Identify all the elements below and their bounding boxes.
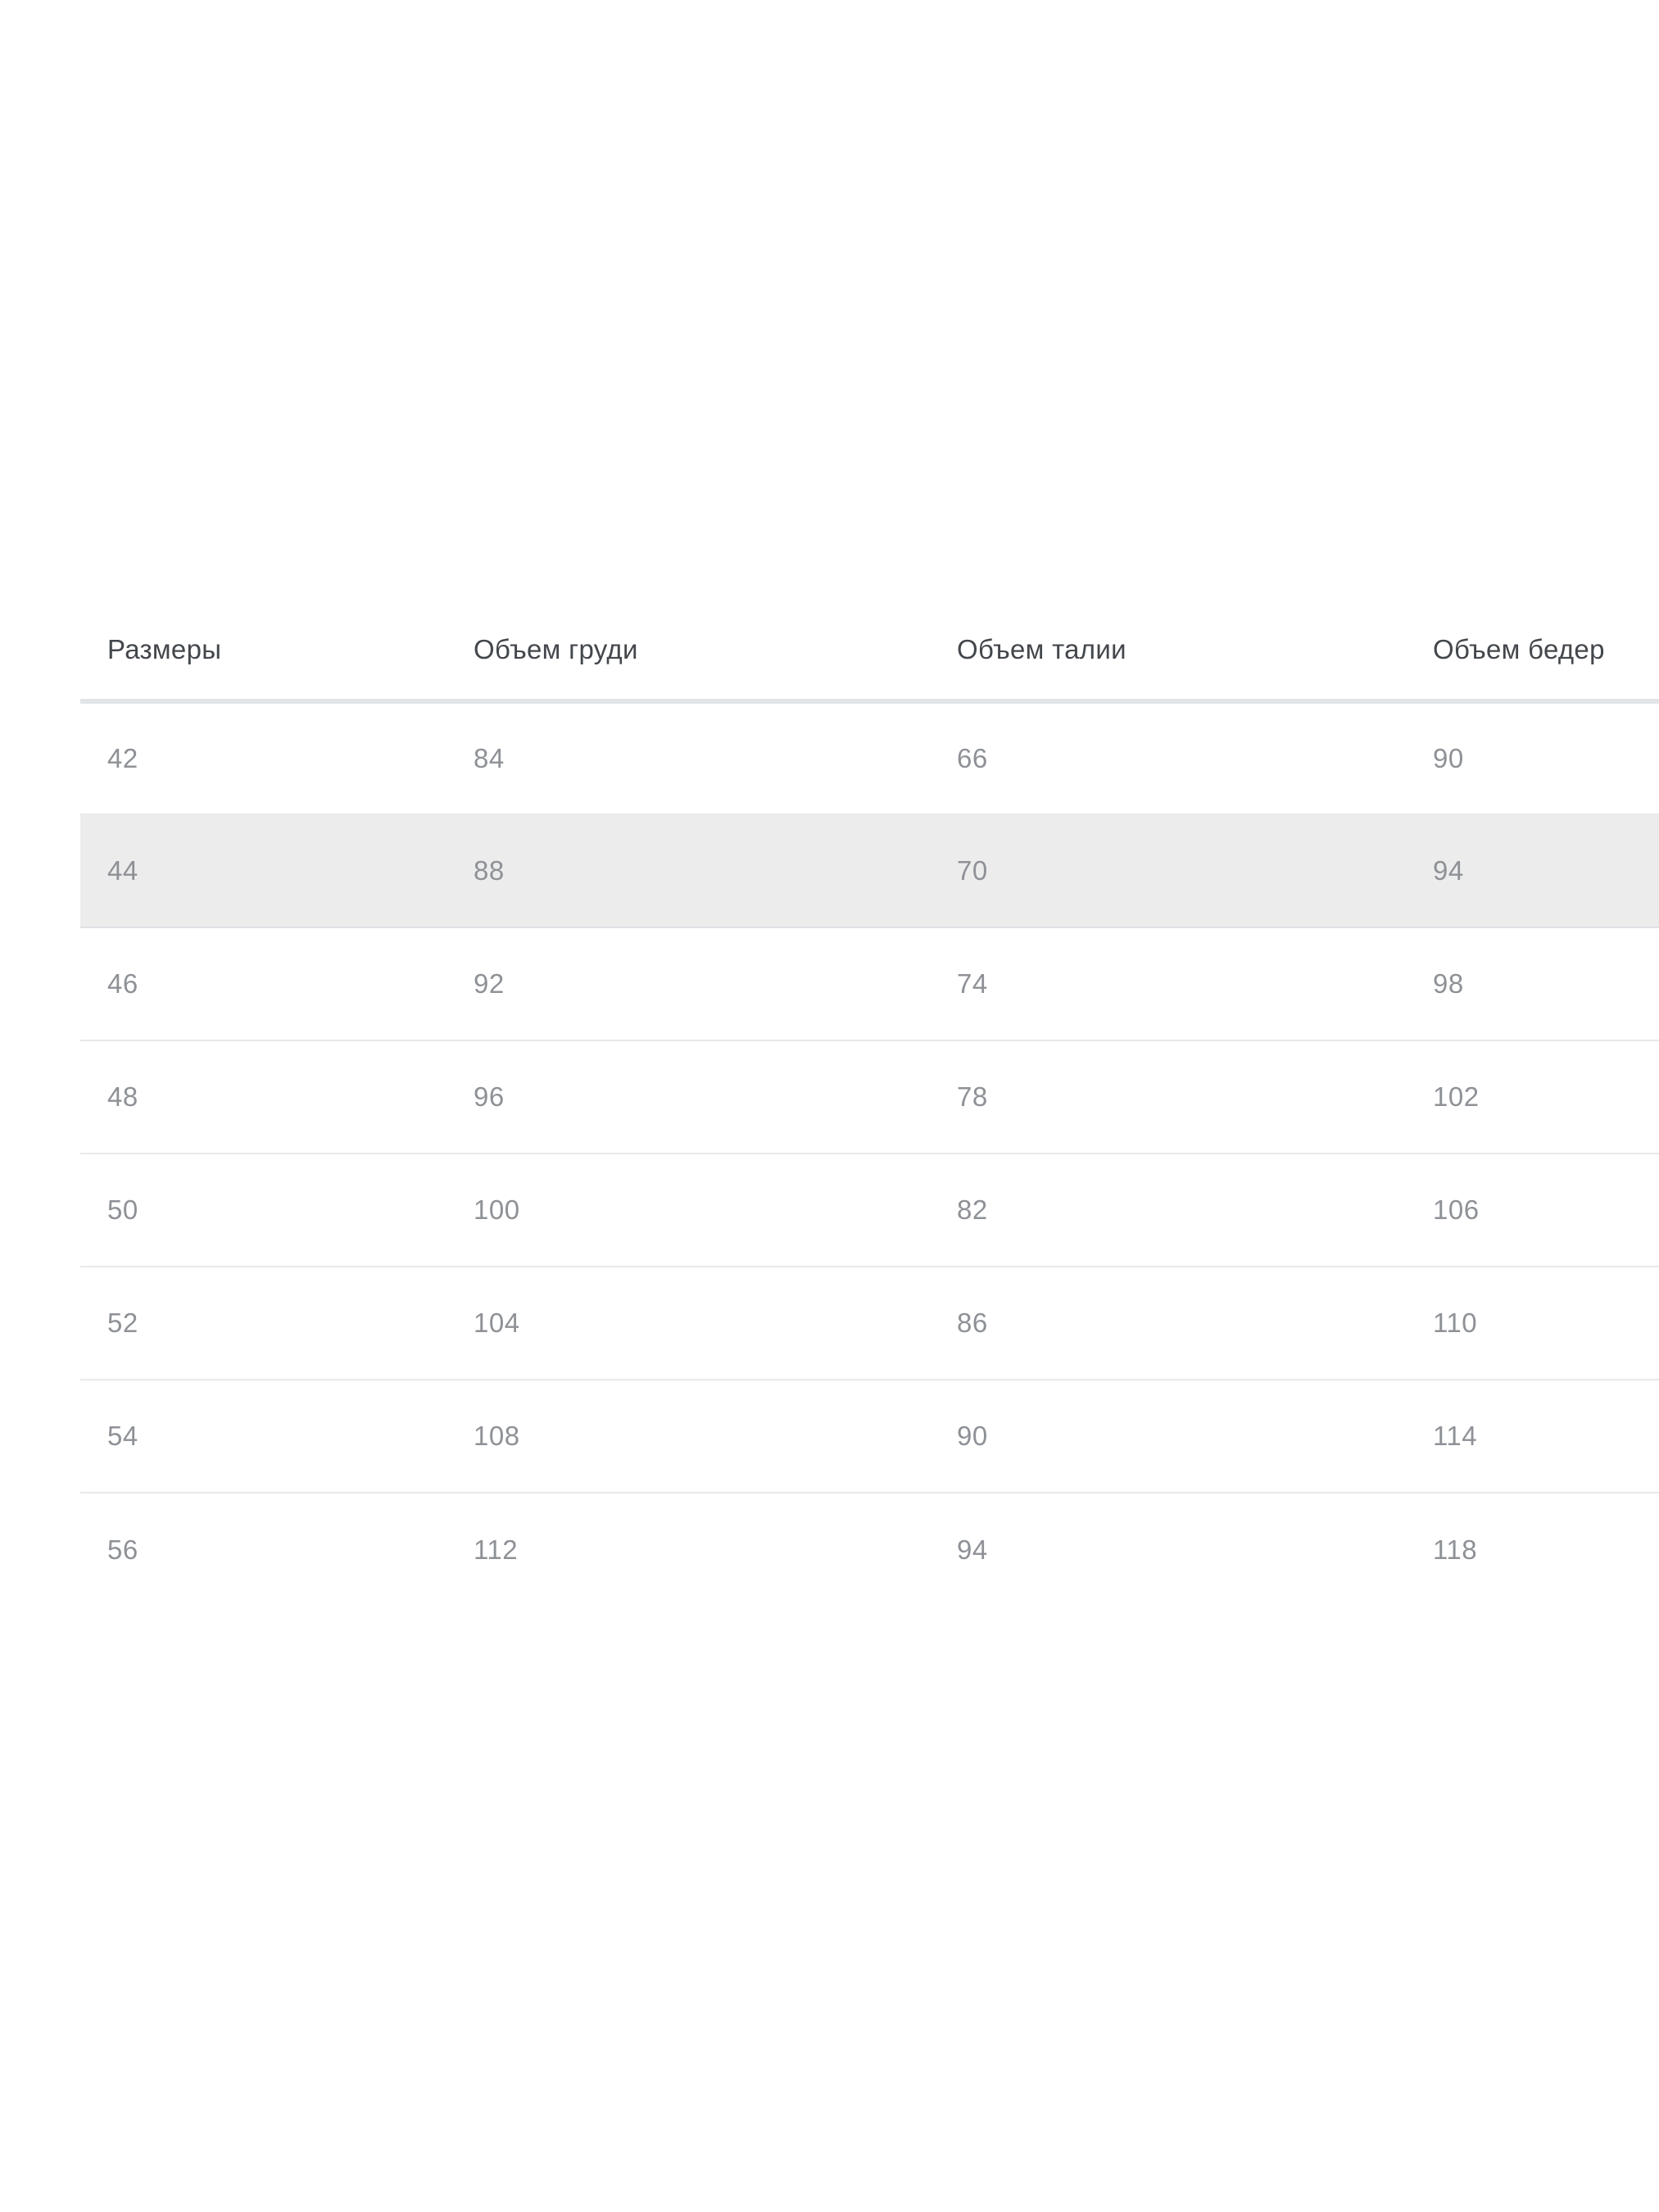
cell-chest: 88 (446, 814, 930, 927)
cell-hips: 114 (1406, 1380, 1659, 1493)
cell-hips: 106 (1406, 1154, 1659, 1267)
table-row-size-52[interactable] (80, 1267, 1659, 1380)
header-cell-chest: Объем груди (446, 601, 930, 701)
cell-chest: 108 (446, 1380, 930, 1493)
table-row-size-48[interactable] (80, 1040, 1659, 1154)
cell-chest: 112 (474, 1534, 519, 1565)
cell-chest: 104 (446, 1267, 930, 1380)
cell-hips: 110 (1406, 1267, 1659, 1380)
cell-size: 42 (80, 701, 446, 814)
cell-chest: 96 (446, 1040, 930, 1154)
table-row-size-42[interactable] (80, 701, 1659, 814)
size-table (80, 601, 1659, 1606)
cell-size: 54 (80, 1380, 446, 1493)
table-row-size-50[interactable] (80, 1154, 1659, 1267)
cell-size: 48 (80, 1040, 446, 1154)
cell-waist: 90 (930, 1380, 1406, 1493)
table-row-size-46[interactable] (80, 927, 1659, 1040)
cell-size: 50 (80, 1154, 446, 1267)
cell-hips: 102 (1406, 1040, 1659, 1154)
table-row-size-44-highlighted[interactable] (80, 814, 1659, 927)
cell-chest: 100 (446, 1154, 930, 1267)
cell-waist: 94 (957, 1534, 988, 1565)
header-cell-sizes: Размеры (80, 601, 446, 701)
header-cell-hips: Объем бедер (1406, 601, 1659, 701)
cell-waist: 86 (930, 1267, 1406, 1380)
cell-waist: 66 (930, 701, 1406, 814)
cell-waist: 82 (930, 1154, 1406, 1267)
cell-size: 52 (80, 1267, 446, 1380)
cell-size: 44 (80, 814, 446, 927)
cell-waist: 74 (930, 927, 1406, 1040)
cell-hips: 90 (1406, 701, 1659, 814)
table-row-size-54[interactable] (80, 1380, 1659, 1493)
table-header-row (80, 601, 1659, 701)
table-row-size-56[interactable] (80, 1493, 1659, 1606)
cell-chest: 84 (446, 701, 930, 814)
cell-hips: 94 (1406, 814, 1659, 927)
cell-waist: 70 (930, 814, 1406, 927)
cell-waist: 78 (930, 1040, 1406, 1154)
cell-hips: 118 (1433, 1534, 1478, 1565)
cell-chest: 92 (446, 927, 930, 1040)
cell-size: 56 (107, 1534, 138, 1565)
cell-size: 46 (80, 927, 446, 1040)
cell-hips: 98 (1406, 927, 1659, 1040)
size-chart-section (80, 601, 1659, 1606)
header-cell-waist: Объем талии (930, 601, 1406, 701)
